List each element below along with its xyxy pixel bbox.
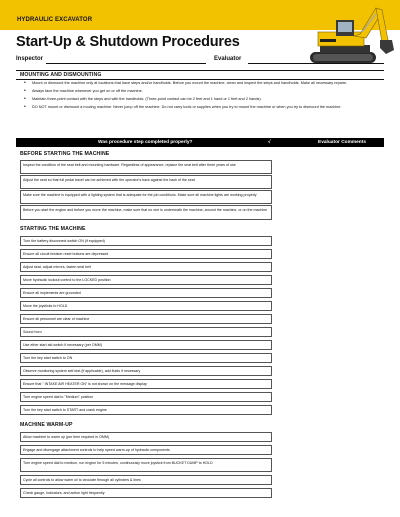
checklist-row[interactable]: Sound horn [20, 327, 272, 337]
page-title: Start-Up & Shutdown Procedures [16, 34, 240, 50]
checklist-row[interactable]: Move hydraulic lockout control to the LOCKED position [20, 275, 272, 285]
checklist-row[interactable]: Move the joysticks to HOLD [20, 301, 272, 311]
checklist-row[interactable]: Inspect the condition of the seat belt and mounting hardware. Regardless of appearance, replace the seat belt after three years of use [20, 160, 272, 174]
evaluator-field[interactable] [248, 63, 384, 64]
document-type: HYDRAULIC EXCAVATOR [17, 17, 93, 23]
checklist-row[interactable]: Ensure all implements are grounded [20, 288, 272, 298]
checklist-row[interactable]: Adjust the seat so that full pedal travel can be achieved with the operator's back against the back of the seat [20, 175, 272, 189]
check-header: √ [268, 140, 271, 145]
question-header: Was procedure step completed properly? [98, 140, 193, 145]
checklist-row[interactable]: Allow machine to warm up (per time required in OMM) [20, 432, 272, 442]
inspector-field[interactable] [46, 63, 206, 64]
checklist-row[interactable]: Make sure the machine is equipped with a lighting system that is adequate for the job conditions. Make sure all machine lights are working properly [20, 190, 272, 204]
checklist-row[interactable]: Turn engine speed dial to medium, run engine for 5 minutes, continuously move joystick from BUCKET DUMP to HOLD [20, 458, 272, 472]
comments-header: Evaluator Comments [318, 140, 366, 145]
bullet-item: • Maintain three-point contact with the steps and with the handholds. (Three-point contact can be 2 feet and 1 hand or 1 feet and 2 hands). [24, 97, 374, 102]
checklist-row[interactable]: Ensure that " INTAKE AIR HEATER ON" is not shown on the message display [20, 379, 272, 389]
checklist-row[interactable]: Before you start the engine and before you move the machine, make sure that no one is underneath the machine, around the machine, or on the machine [20, 205, 272, 220]
bullet-item: • Mount or dismount the machine only at locations that have steps and/or handholds. Before you mount the machine, clean and inspect the steps and handholds. Make all necessary repairs. [24, 81, 374, 86]
checklist-row[interactable]: Engage and disengage attachment controls to help speed warm-up of hydraulic components [20, 445, 272, 455]
section-heading: MACHINE WARM-UP [20, 422, 73, 428]
section-heading: STARTING THE MACHINE [20, 226, 86, 232]
checklist-row[interactable]: Cycle all controls to allow warm oil to circulate through all cylinders & lines [20, 475, 272, 485]
section-divider [16, 70, 384, 71]
table-header [16, 138, 384, 147]
checklist-row[interactable]: Turn the key start switch to START and crank engine [20, 405, 272, 415]
checklist-row[interactable]: Turn the key start switch to ON [20, 353, 272, 363]
checklist-row[interactable]: Adjust seat, adjust mirrors, fasten seat belt [20, 262, 272, 272]
bullet-item: • DO NOT mount or dismount a moving machine. Never jump off the machine. Do not carry tools or supplies when you try to mount the machine or when you try to dismount the machine. [24, 105, 374, 110]
checklist-row[interactable]: Turn engine speed dial to "Medium" position [20, 392, 272, 402]
mounting-heading: MOUNTING AND DISMOUNTING [20, 72, 102, 78]
section-heading: BEFORE STARTING THE MACHINE [20, 151, 110, 157]
checklist-row[interactable]: Ensure all circuit breaker reset buttons are depressed [20, 249, 272, 259]
inspector-label: Inspector [16, 56, 44, 62]
signature-row [16, 56, 388, 66]
checklist-row[interactable]: Check gauge, indicators, and action light frequently [20, 488, 272, 498]
section-divider [16, 79, 384, 80]
evaluator-label: Evaluator [214, 56, 242, 62]
checklist-row[interactable]: Observe monitoring system self-test (if applicable), add fluids if necessary [20, 366, 272, 376]
checklist-row[interactable]: Turn the battery disconnect switch ON (if equipped) [20, 236, 272, 246]
checklist-row[interactable]: Ensure all personnel are clear of machine [20, 314, 272, 324]
bullet-item: • Always face the machine whenever you get on or off the machine. [24, 89, 374, 94]
mounting-bullets [24, 81, 374, 113]
checklist-row[interactable]: Use ether start aid switch if necessary (per OMM) [20, 340, 272, 350]
